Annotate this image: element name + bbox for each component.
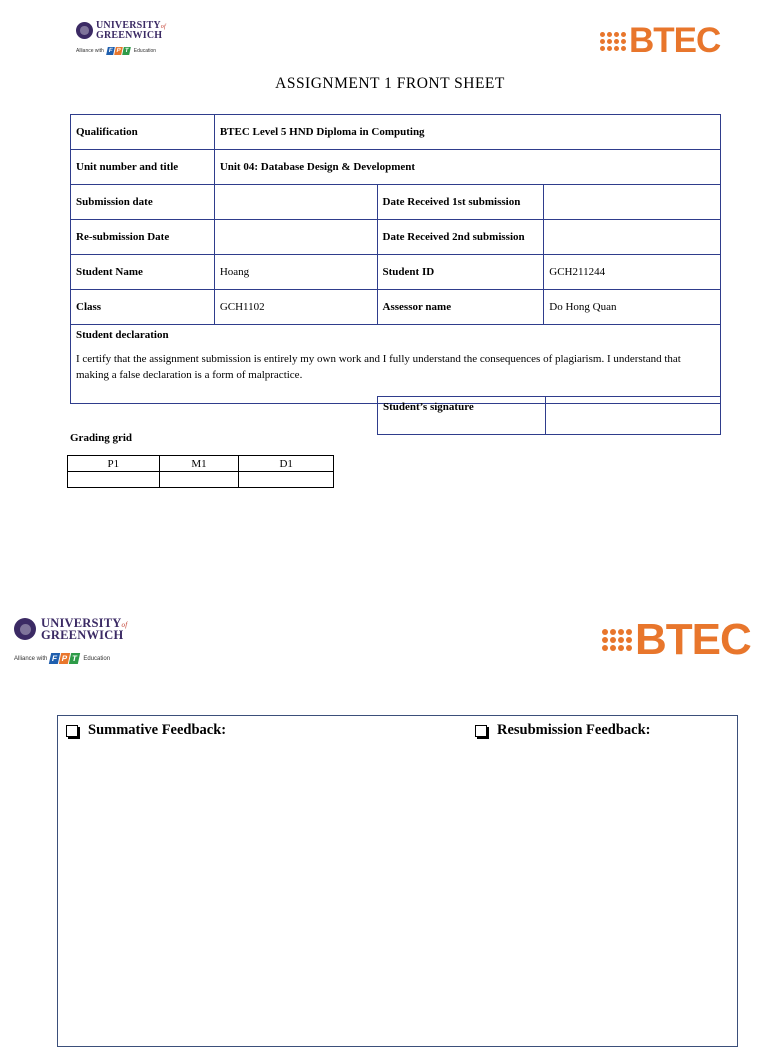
university-name-line1: UNIVERSITY <box>96 20 161 31</box>
date-received-1-label: Date Received 1st submission <box>377 185 544 220</box>
grade-header-m1: M1 <box>159 456 239 472</box>
university-of-text: of <box>121 621 128 629</box>
university-of-greenwich-logo <box>76 20 176 60</box>
summative-feedback <box>66 722 226 739</box>
grade-header-p1: P1 <box>68 456 160 472</box>
fpt-letter: F <box>107 48 113 54</box>
grade-header-d1: D1 <box>239 456 334 472</box>
alliance-text: Alliance with <box>14 655 48 662</box>
signature-label: Student’s signature <box>378 397 546 435</box>
university-name-line1: UNIVERSITY <box>41 616 122 630</box>
resubmission-feedback-label: Resubmission Feedback: <box>497 722 651 738</box>
assessor-field[interactable]: Do Hong Quan <box>544 290 721 325</box>
table-row <box>71 150 721 185</box>
fpt-letter: F <box>49 653 60 664</box>
table-row <box>71 290 721 325</box>
student-name-label: Student Name <box>71 255 215 290</box>
student-declaration <box>71 325 721 404</box>
table-row <box>71 220 721 255</box>
declaration-text: I certify that the assignment submission is entirely my own work and I fully understand the consequences of plagiarism. I understand that making a false declaration is a form of malpractice. <box>76 353 681 381</box>
university-name-line2: GREENWICH <box>41 628 124 642</box>
university-of-greenwich-logo <box>14 615 134 673</box>
front-sheet-table <box>70 114 721 404</box>
fpt-logo <box>107 47 131 55</box>
btec-dots-icon <box>600 32 626 51</box>
grade-cell-p1[interactable] <box>68 472 160 488</box>
submission-date-field[interactable] <box>214 185 377 220</box>
fpt-letter: T <box>123 48 129 54</box>
fpt-letter: P <box>59 653 70 664</box>
student-id-field[interactable]: GCH211244 <box>544 255 721 290</box>
fpt-letter: P <box>115 48 121 54</box>
qualification-label: Qualification <box>71 115 215 150</box>
unit-label: Unit number and title <box>71 150 215 185</box>
page-title: ASSIGNMENT 1 FRONT SHEET <box>275 75 505 92</box>
table-row <box>71 115 721 150</box>
university-name-line2: GREENWICH <box>96 30 163 41</box>
university-crest-icon <box>76 22 93 39</box>
university-crest-icon <box>14 618 36 640</box>
feedback-box <box>57 715 738 1047</box>
resubmission-feedback-checkbox[interactable] <box>475 725 487 737</box>
btec-logo <box>602 616 751 664</box>
fpt-letter: T <box>69 653 80 664</box>
signature-field[interactable] <box>546 397 721 435</box>
alliance-text: Alliance with <box>76 48 104 54</box>
signature-table <box>377 396 721 435</box>
unit-value: Unit 04: Database Design & Development <box>214 150 720 185</box>
class-label: Class <box>71 290 215 325</box>
date-received-1-field[interactable] <box>544 185 721 220</box>
qualification-value: BTEC Level 5 HND Diploma in Computing <box>214 115 720 150</box>
resubmission-date-label: Re-submission Date <box>71 220 215 255</box>
table-row <box>378 397 721 435</box>
btec-wordmark: BTEC <box>629 21 721 60</box>
table-row <box>71 255 721 290</box>
alliance-line <box>76 47 156 55</box>
submission-date-label: Submission date <box>71 185 215 220</box>
table-row <box>68 456 334 472</box>
declaration-row <box>71 325 721 404</box>
btec-logo <box>600 22 720 60</box>
education-text: Education <box>133 48 157 54</box>
fpt-logo <box>50 653 80 664</box>
grading-grid-table <box>67 455 334 488</box>
alliance-line <box>14 653 110 664</box>
btec-dots-icon <box>602 629 632 651</box>
resubmission-date-field[interactable] <box>214 220 377 255</box>
date-received-2-field[interactable] <box>544 220 721 255</box>
assessor-label: Assessor name <box>377 290 544 325</box>
university-of-text: of <box>160 24 166 30</box>
date-received-2-label: Date Received 2nd submission <box>377 220 544 255</box>
declaration-title: Student declaration <box>76 329 169 341</box>
btec-wordmark: BTEC <box>635 615 751 664</box>
education-text: Education <box>83 655 111 662</box>
student-id-label: Student ID <box>377 255 544 290</box>
summative-feedback-checkbox[interactable] <box>66 725 78 737</box>
grade-cell-d1[interactable] <box>239 472 334 488</box>
table-row <box>71 185 721 220</box>
resubmission-feedback <box>475 722 650 739</box>
grade-cell-m1[interactable] <box>159 472 239 488</box>
summative-feedback-label: Summative Feedback: <box>88 722 227 738</box>
table-row <box>68 472 334 488</box>
class-field[interactable]: GCH1102 <box>214 290 377 325</box>
student-name-field[interactable]: Hoang <box>214 255 377 290</box>
grading-grid-label: Grading grid <box>70 432 133 444</box>
